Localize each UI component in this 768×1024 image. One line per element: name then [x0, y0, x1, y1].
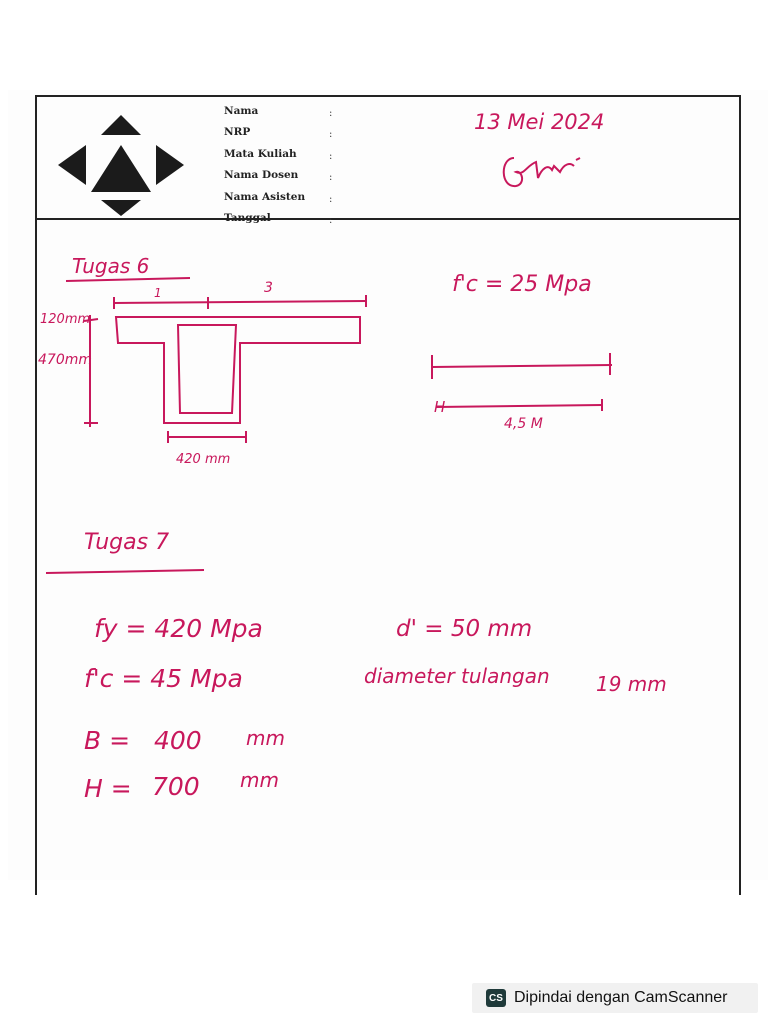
bar-diameter-label: diameter tulangan	[364, 664, 550, 688]
t-beam-section-sketch	[80, 285, 380, 455]
label-nama-asisten: Nama Asisten	[224, 191, 306, 203]
label-nrp: NRP	[224, 126, 251, 138]
colon: :	[329, 129, 333, 140]
label-nama-dosen: Nama Dosen	[224, 169, 299, 181]
colon: :	[329, 172, 333, 183]
colon: :	[329, 108, 333, 119]
camscanner-icon: CS	[486, 989, 506, 1007]
camscanner-text: Dipindai dengan CamScanner	[514, 989, 728, 1006]
dim-top-left: 1	[154, 286, 162, 300]
beam-span-sketch	[426, 345, 616, 425]
h-label: H =	[84, 774, 132, 803]
web-width-label: 420 mm	[176, 452, 231, 467]
tugas7-fy: fy = 420 Mpa	[94, 614, 263, 643]
handwritten-date: 13 Mei 2024	[474, 110, 605, 134]
colon: :	[329, 194, 333, 205]
bar-diameter-value: 19 mm	[596, 672, 667, 696]
b-value: 400	[154, 726, 202, 755]
tugas6-fc: f'c = 25 Mpa	[452, 272, 592, 297]
camscanner-watermark	[472, 983, 758, 1013]
signature	[496, 148, 586, 198]
dim-top-right: 3	[264, 280, 273, 296]
b-label: B =	[84, 726, 131, 755]
tugas7-d-prime: d' = 50 mm	[396, 616, 533, 642]
b-unit: mm	[246, 726, 285, 750]
label-mata-kuliah: Mata Kuliah	[224, 148, 297, 160]
tugas7-underline	[44, 565, 208, 577]
tugas6-title: Tugas 6	[72, 254, 150, 278]
label-nama: Nama	[224, 105, 259, 117]
label-tanggal: Tanggal	[224, 212, 271, 224]
tugas7-title: Tugas 7	[84, 530, 170, 555]
h-value: 700	[152, 772, 200, 801]
span-label-h: H	[434, 398, 446, 416]
h-unit: mm	[240, 768, 279, 792]
span-length: 4,5 M	[504, 416, 543, 432]
web-height-label: 470mm	[38, 352, 92, 368]
institution-logo	[56, 110, 186, 220]
colon: :	[329, 151, 333, 162]
tugas7-fc: f'c = 45 Mpa	[84, 664, 243, 693]
colon: :	[329, 215, 333, 226]
flange-thickness-label: 120mm	[40, 312, 91, 327]
tugas6-underline	[64, 275, 194, 285]
